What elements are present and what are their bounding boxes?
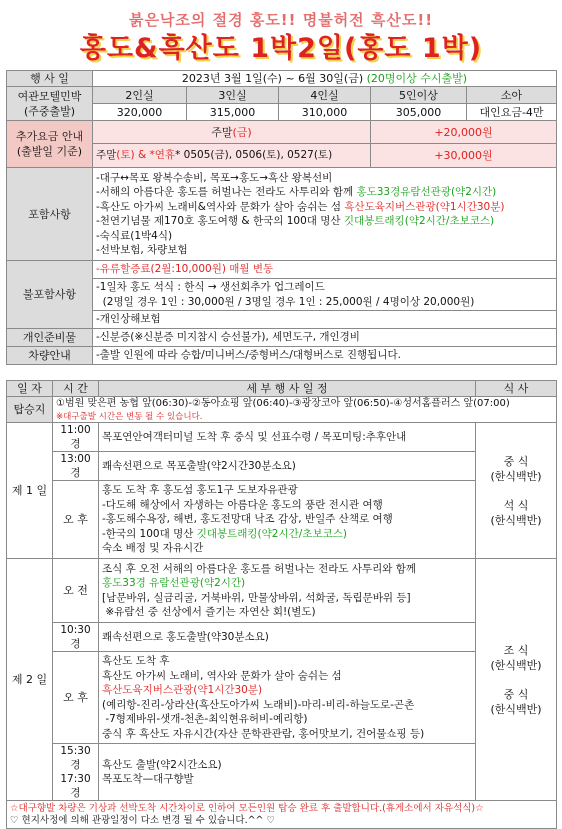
d1-time-1100: 11:00경 — [53, 423, 99, 452]
d2-time-afternoon: 오 후 — [53, 652, 99, 744]
price-4person: 310,000 — [279, 104, 371, 121]
included-item: -서해의 아름다운 홍도를 허벌나는 전라도 사투리와 함께 홍도33경유람선관광(약2시간) — [96, 186, 497, 198]
d2-activity: 조식 후 오전 서해의 아름다운 홍도를 허벌나는 전라도 사투리와 함께 — [102, 562, 417, 575]
head-detail: 세 부 행 사 일 정 — [99, 381, 476, 397]
excluded-fuel: -유류할증료(2월:10,000원) 매월 변동 — [93, 261, 557, 279]
room-label: 여관모텔민박 (주중출발) — [7, 87, 93, 121]
extra-weekend-fri: 주말(금) — [93, 121, 371, 144]
head-time: 시 간 — [53, 381, 99, 397]
day1-label: 제 1 일 — [7, 423, 53, 559]
footer-notes — [7, 801, 557, 829]
d1-row-1300: 쾌속선편으로 목포출발(약2시간30분소요) — [99, 452, 476, 481]
header-subtitle: 붉은낙조의 절경 홍도!! 명불허전 흑산도!! — [128, 11, 434, 29]
head-day: 일 자 — [7, 381, 53, 397]
extra-weekend-sat-amount: +30,000원 — [371, 144, 557, 168]
included-item: -흑산도 아가씨 노래비&역사와 문화가 살아 숨쉬는 섬 흑산도육지버스관광(약1시간30분) — [96, 200, 505, 213]
day2-meals: 조 식 (한식백반) 중 식 (한식백반) — [476, 559, 557, 801]
d1-time-1300: 13:00경 — [53, 452, 99, 481]
d1-row-1100: 목포연안여객터미널 도착 후 중식 및 선표수령 / 목포미팅:추후안내 — [99, 423, 476, 452]
included-list — [93, 168, 557, 261]
d1-activity: -다도해 해상에서 자생하는 아름다운 홍도의 풍란 전시관 여행 — [102, 498, 383, 511]
d2-row-1030: 쾌속선편으로 홍도출발(약30분소요) — [99, 623, 476, 652]
preparation-label: 개인준비물 — [7, 329, 93, 347]
price-3person: 315,000 — [187, 104, 279, 121]
preparation-value: -신분증(※신분증 미지참시 승선불가), 세면도구, 개인경비 — [93, 329, 557, 347]
d2-activity: 홍도33경 유람선관광(약2시간) — [102, 577, 246, 589]
header-title: 홍도&흑산도 1박2일(홍도 1박) — [79, 33, 483, 64]
included-item: -숙식료(1박4식) — [96, 229, 173, 242]
d1-time-afternoon: 오 후 — [53, 481, 99, 559]
price-5person: 305,000 — [371, 104, 467, 121]
price-2person: 320,000 — [93, 104, 187, 121]
extra-weekend-sat: 주말(토) & *연휴* 0505(금), 0506(토), 0527(토) — [93, 144, 371, 168]
col-child: 소아 — [467, 87, 557, 104]
d2-activity: -7형제바위-샛개-천촌-최익현유허비-예리항) — [102, 713, 308, 725]
d1-row-afternoon — [99, 481, 476, 559]
day2-label: 제 2 일 — [7, 559, 53, 801]
d2-activity: 흑산도육지버스관광(약1시간30분) — [102, 684, 263, 696]
d1-activity: -홍도해수욕장, 해변, 홍도전망대 낙조 감상, 반일주 산책로 여행 — [102, 513, 393, 526]
price-child: 대인요금-4만 — [467, 104, 557, 121]
d1-activity: 홍도 도착 후 홍도섬 홍도1구 도보자유관광 — [102, 484, 298, 497]
excluded-insurance: -개인상해보험 — [93, 311, 557, 329]
day1-meals: 중 식 (한식백반) 석 식 (한식백반) — [476, 423, 557, 559]
excluded-upgrade: -1일차 홍도 석식 : 한식 → 생선회추가 업그레이드 (2명일 경우 1인 : 30,000원 / 3명일 경우 1인 : 25,000원 / 4명이상 20,000원) — [93, 279, 557, 311]
extra-fee-label: 추가요금 안내 (출발일 기준) — [7, 121, 93, 168]
d2-row-evening: 흑산도 출발(약2시간소요) 목포도착—대구향발 — [99, 744, 476, 801]
included-item: -대구↔목포 왕복수송비, 목포→홍도→흑산 왕복선비 — [96, 171, 333, 184]
col-5person: 5인이상 — [371, 87, 467, 104]
d2-row-afternoon — [99, 652, 476, 744]
d2-activity: (예리항-진리-상라산(흑산도아가씨 노래비)-마리-비리-하늘도로-곤촌 — [102, 698, 415, 711]
boarding-label: 탑승지 — [7, 397, 53, 423]
head-meal: 식 사 — [476, 381, 557, 397]
col-4person: 4인실 — [279, 87, 371, 104]
d2-time-morning: 오 전 — [53, 559, 99, 623]
schedule-label: 행 사 일 — [7, 71, 93, 87]
d1-activity: -한국의 100대 명산 깃대봉트래킹(약2시간/초보코스) — [102, 527, 347, 540]
d2-time-evening: 15:30경 17:30경 — [53, 744, 99, 801]
d2-row-morning — [99, 559, 476, 623]
header — [0, 0, 562, 66]
footer-note-change: ♡ 현지사정에 의해 관광일정이 다소 변경 될 수 있습니다.^^ ♡ — [10, 814, 276, 826]
schedule-value: 2023년 3월 1일(수) ~ 6월 30일(금) (20명이상 수시출발) — [93, 71, 557, 87]
boarding-info: ①범원 맞은편 농협 앞(06:30)-②동아쇼핑 앞(06:40)-③광장코아 앞(06:50)-④성서홈플러스 앞(07:00) ※대구출발 시간은 변동 될 수 있습니다. — [53, 397, 557, 423]
vehicle-value: -출발 인원에 따라 승합/미니버스/중형버스/대형버스로 진행됩니다. — [93, 347, 557, 365]
d2-activity: ※유람선 중 선상에서 즐기는 자연산 회!(별도) — [102, 606, 316, 618]
col-2person: 2인실 — [93, 87, 187, 104]
included-item: -천연기념물 제170호 홍도여행 & 한국의 100대 명산 깃대봉트래킹(약2시간/초보코스) — [96, 215, 495, 227]
included-item: -선박보험, 차량보험 — [96, 244, 188, 256]
d2-activity: [남문바위, 실금리굴, 거북바위, 만물상바위, 석화굴, 독립문바위 등] — [102, 591, 411, 604]
included-label: 포함사항 — [7, 168, 93, 261]
d2-activity: 흑산도 아가씨 노래비, 역사와 문화가 살아 숨쉬는 섬 — [102, 669, 342, 682]
itinerary-table — [6, 380, 557, 829]
vehicle-label: 차량안내 — [7, 347, 93, 365]
d2-activity: 중식 후 흑산도 자유시간(자산 문학관관람, 홍어맛보기, 건어물쇼핑 등) — [102, 727, 425, 740]
footer-note-departure: ☆대구향발 차량은 기상과 선박도착 시간차이로 인하여 모든인원 탑승 완료 후 출발합니다.(휴게소에서 자유석식)☆ — [10, 802, 484, 814]
d2-time-1030: 10:30경 — [53, 623, 99, 652]
d2-activity: 흑산도 도착 후 — [102, 655, 170, 667]
price-info-table — [6, 70, 557, 365]
d1-activity: 숙소 배정 및 자유시간 — [102, 542, 204, 555]
excluded-label: 불포함사항 — [7, 261, 93, 329]
extra-weekend-fri-amount: +20,000원 — [371, 121, 557, 144]
col-3person: 3인실 — [187, 87, 279, 104]
